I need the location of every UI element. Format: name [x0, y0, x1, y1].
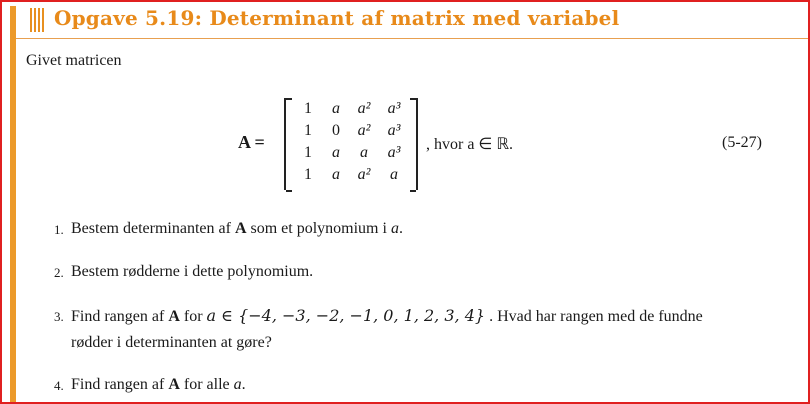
intro-text: Givet matricen — [26, 52, 122, 69]
text-span: rødder i determinanten at gøre? — [71, 334, 272, 351]
text-span: som et polynomium i — [246, 220, 391, 237]
text-span: Bestem determinanten af — [71, 220, 235, 237]
list-item-number: 4. — [54, 378, 64, 393]
variable-symbol: a — [233, 376, 242, 393]
matrix-cell: 0 — [332, 122, 340, 139]
matrix-symbol: A — [168, 308, 180, 325]
text-span: . Hvad har rangen med de fundne — [485, 308, 703, 325]
text-span: . — [398, 220, 403, 237]
list-item-number: 1. — [54, 222, 64, 237]
matrix-cell: a³ — [387, 100, 401, 117]
matrix-row — [294, 100, 408, 122]
matrix-symbol: A — [168, 376, 180, 393]
list-item-text: Bestem rødderne i dette polynomium. — [71, 263, 314, 280]
matrix-cell: a² — [357, 166, 371, 183]
matrix-cell: a² — [357, 100, 371, 117]
matrix-cell: 1 — [304, 100, 312, 117]
matrix-cell: a — [332, 166, 340, 183]
matrix-cell: a³ — [387, 144, 401, 161]
value-set: a ∈ {−4, −3, −2, −1, 0, 1, 2, 3, 4} — [206, 306, 486, 325]
matrix-cell: 1 — [304, 122, 312, 139]
title-rule — [16, 38, 808, 39]
matrix-row — [294, 122, 408, 144]
matrix-cell: 1 — [304, 144, 312, 161]
matrix-cell: 1 — [304, 166, 312, 183]
equation-block — [0, 96, 810, 192]
list-item-text — [71, 372, 793, 398]
equation-number: (5-27) — [722, 134, 762, 151]
list-item-number: 2. — [54, 265, 64, 280]
matrix-cell: a — [332, 144, 340, 161]
list-item-text — [71, 216, 793, 242]
equation-lhs: A = — [238, 132, 265, 152]
matrix-row — [294, 166, 408, 188]
matrix-cell: a² — [357, 122, 371, 139]
equation-condition: , hvor a ∈ ℝ. — [426, 136, 514, 153]
text-span: for alle — [179, 376, 234, 393]
list-item-number: 3. — [54, 309, 64, 324]
matrix-cell: a — [332, 100, 340, 117]
title-marks-icon — [30, 8, 44, 32]
matrix-cell: a³ — [387, 122, 401, 139]
text-span: . — [241, 376, 246, 393]
matrix-cell: a — [360, 144, 368, 161]
text-span: for — [179, 308, 207, 325]
left-accent-band — [10, 40, 16, 402]
matrix — [284, 98, 418, 190]
exercise-title: Opgave 5.19: Determinant af matrix med variabel — [54, 6, 620, 30]
text-span: Find rangen af — [71, 308, 169, 325]
matrix-symbol: A — [234, 220, 247, 237]
text-span: Find rangen af — [71, 376, 169, 393]
matrix-cell: a — [390, 166, 398, 183]
variable-symbol: a — [390, 220, 399, 237]
list-item-text — [71, 303, 793, 356]
header-accent-bar — [10, 6, 16, 40]
matrix-row — [294, 144, 408, 166]
